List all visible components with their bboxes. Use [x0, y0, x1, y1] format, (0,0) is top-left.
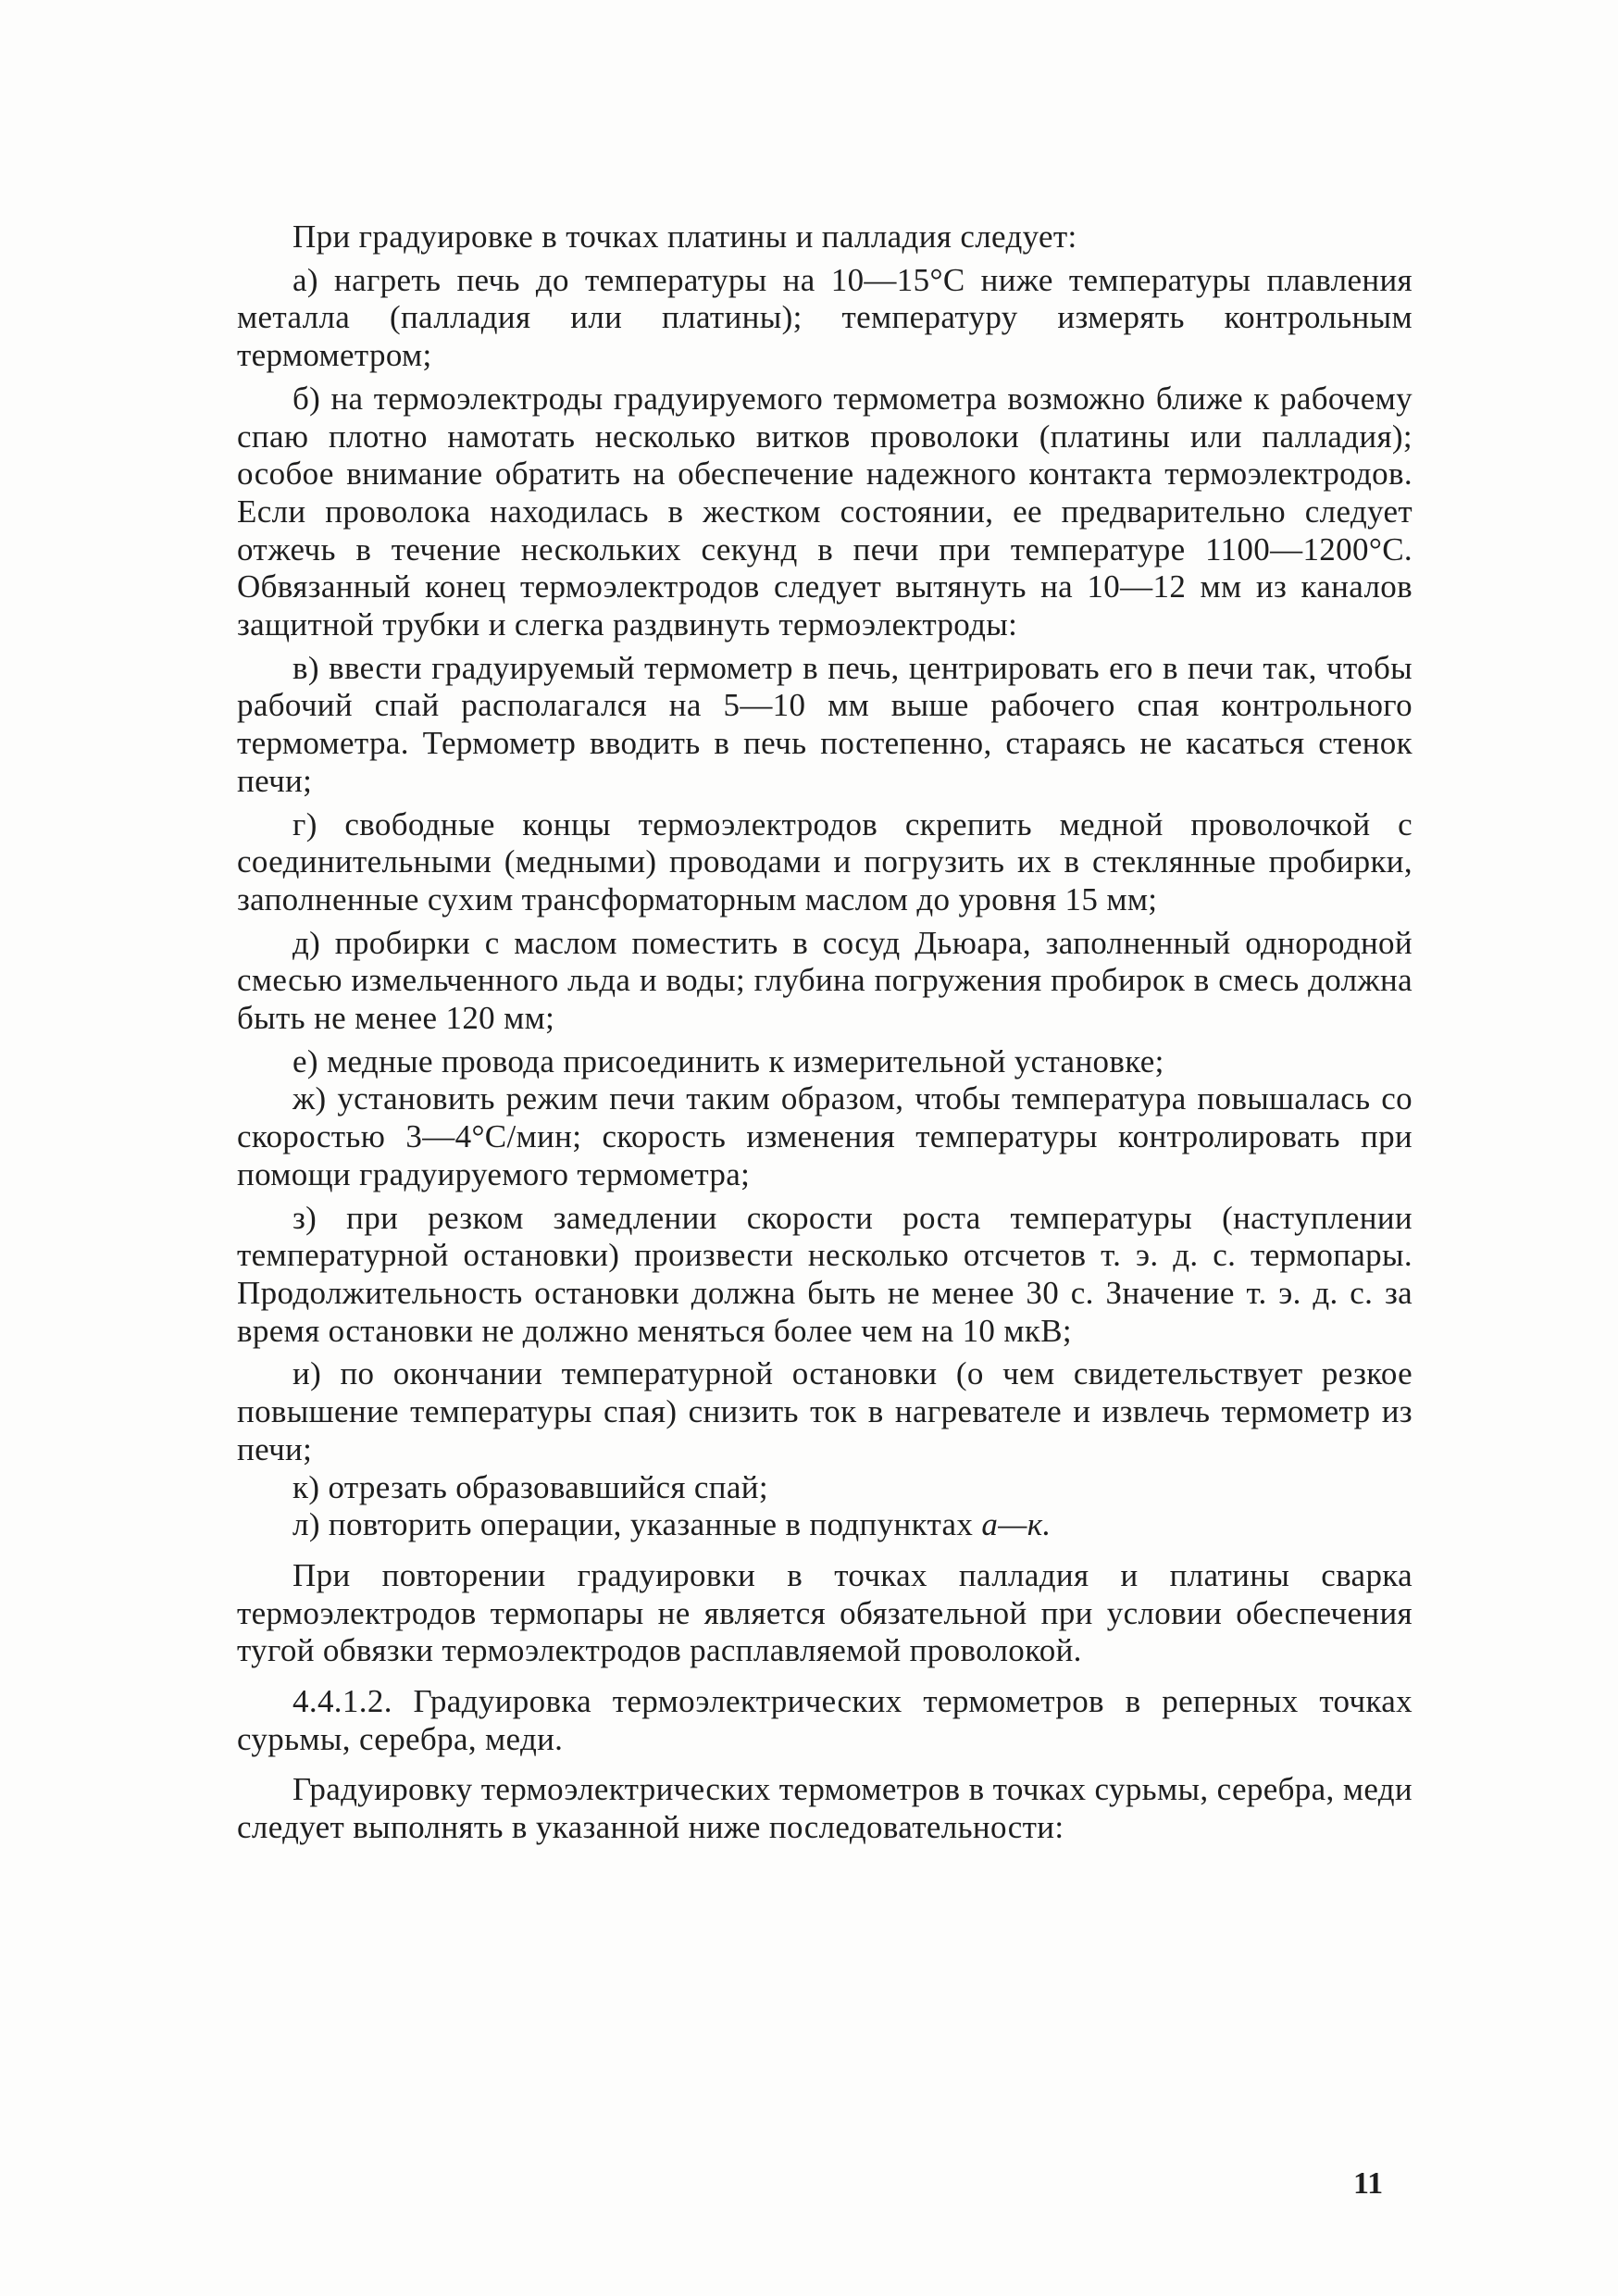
item-l-range: а—к. — [981, 1506, 1052, 1543]
section-heading: 4.4.1.2. Градуировка термоэлектрических термометров в реперных точках сурьмы, серебра, меди. — [237, 1683, 1413, 1757]
intro-paragraph: При градуировке в точках платины и палладия следует: — [292, 218, 1077, 255]
item-z: з) при резком замедлении скорости роста температуры (наступлении температурной остановки) произвести несколько отсчетов т. э. д. с. термопары. Продолжительность остановки должна быть не менее 30 с. Значение т. э. д. с. за время остановки не должно меняться более чем на 10 мкВ; — [237, 1199, 1413, 1349]
item-d: д) пробирки с маслом поместить в сосуд Дьюара, заполненный однородной смесью измельченного льда и воды; глубина погружения пробирок в смесь должна быть не менее 120 мм; — [237, 924, 1413, 1037]
item-l-text: л) повторить операции, указанные в подпунктах — [292, 1506, 982, 1543]
repeat-note: При повторении градуировки в точках палладия и платины сварка термоэлектродов термопары не является обязательной при условии обеспечения тугой обвязки термоэлектродов расплавляемой проволокой. — [237, 1556, 1413, 1669]
item-e: е) медные провода присоединить к измерительной установке; — [292, 1042, 1164, 1079]
item-l — [237, 1506, 1413, 1544]
page-number: 11 — [1353, 2166, 1384, 2201]
item-k: к) отрезать образовавшийся спай; — [292, 1468, 768, 1505]
item-b: б) на термоэлектроды градуируемого термометра возможно ближе к рабочему спаю плотно намотать несколько витков проволоки (платины или палладия); особое внимание обратить на обеспечение надежного контакта термоэлектродов. Если проволока находилась в жестком состоянии, ее предварительно следует отжечь в течение нескольких секунд в печи при температуре 1100—1200°С. Обвязанный конец термоэлектродов следует вытянуть на 10—12 мм из каналов защитной трубки и слегка раздвинуть термоэлектроды: — [237, 380, 1413, 643]
item-zh: ж) установить режим печи таким образом, чтобы температура повышалась со скоростью 3—4°С/мин; скорость изменения температуры контролировать при помощи градуируемого термометра; — [237, 1080, 1413, 1192]
sequence-intro: Градуировку термоэлектрических термометров в точках сурьмы, серебра, меди следует выполнять в указанной ниже последовательности: — [237, 1771, 1413, 1846]
item-v: в) ввести градуируемый термометр в печь, центрировать его в печи так, чтобы рабочий спай располагался на 5—10 мм выше рабочего спая контрольного термометра. Термометр вводить в печь постепенно, стараясь не касаться стенок печи; — [237, 649, 1413, 799]
item-i: и) по окончании температурной остановки (о чем свидетельствует резкое повышение температуры спая) снизить ток в нагревателе и извлечь термометр из печи; — [237, 1355, 1413, 1467]
item-g: г) свободные концы термоэлектродов скрепить медной проволочкой с соединительными (медными) проводами и погрузить их в стеклянные пробирки, заполненные сухим трансформаторным маслом до уровня 15 мм; — [237, 805, 1413, 917]
item-a: а) нагреть печь до температуры на 10—15°С ниже температуры плавления металла (палладия или платины); температуру измерять контрольным термометром; — [237, 261, 1413, 374]
body-text — [237, 218, 1413, 1847]
